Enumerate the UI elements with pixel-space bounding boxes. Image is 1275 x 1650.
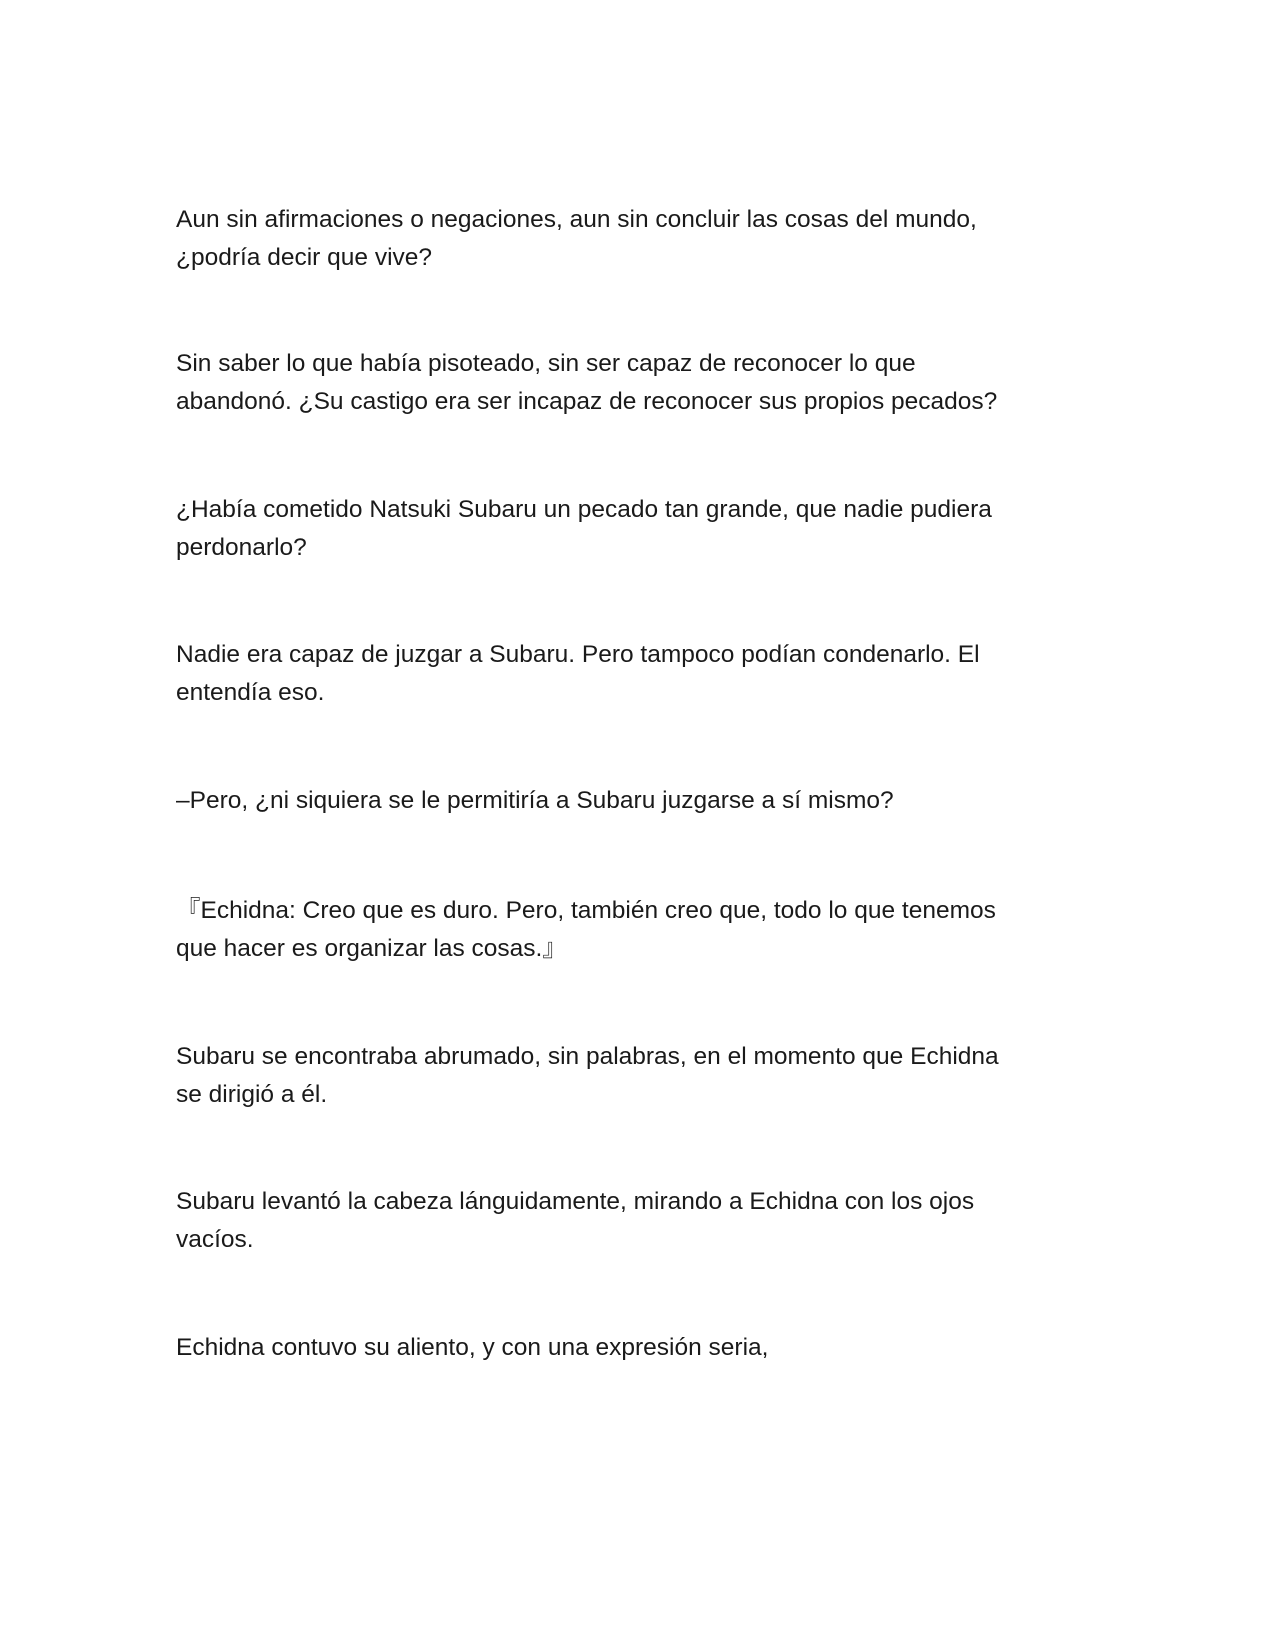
paragraph-line: Aun sin afirmaciones o negaciones, aun sin concluir las cosas del mundo, — [176, 206, 977, 233]
paragraph-line: Subaru levantó la cabeza lánguidamente, mirando a Echidna con los ojos — [176, 1188, 975, 1215]
paragraph-line: vacíos. — [176, 1226, 254, 1253]
paragraph-line: entendía eso. — [176, 679, 325, 706]
paragraph-line: 『Echidna: Creo que es duro. Pero, también creo que, todo lo que tenemos — [176, 897, 996, 924]
paragraph — [176, 1038, 1086, 1114]
paragraph — [176, 491, 1086, 567]
paragraph-line: ¿Había cometido Natsuki Subaru un pecado tan grande, que nadie pudiera — [176, 496, 992, 523]
paragraph-line: Sin saber lo que había pisoteado, sin ser capaz de reconocer lo que — [176, 350, 916, 377]
paragraph-line: que hacer es organizar las cosas.』 — [176, 935, 567, 962]
paragraph-line: se dirigió a él. — [176, 1081, 328, 1108]
paragraph — [176, 782, 1086, 820]
paragraph-line: –Pero, ¿ni siquiera se le permitiría a Subaru juzgarse a sí mismo? — [176, 787, 894, 814]
paragraph — [176, 1183, 1086, 1259]
paragraph — [176, 1329, 1086, 1367]
paragraph — [176, 345, 1086, 421]
paragraph-line: ¿podría decir que vive? — [176, 244, 433, 271]
paragraph-line: abandonó. ¿Su castigo era ser incapaz de reconocer sus propios pecados? — [176, 388, 998, 415]
paragraph-line: Echidna contuvo su aliento, y con una expresión seria, — [176, 1334, 769, 1361]
paragraph — [176, 892, 1086, 968]
paragraph — [176, 636, 1086, 712]
paragraph-line: Nadie era capaz de juzgar a Subaru. Pero tampoco podían condenarlo. El — [176, 641, 980, 668]
paragraph — [176, 201, 1086, 277]
paragraph-line: perdonarlo? — [176, 534, 307, 561]
paragraph-line: Subaru se encontraba abrumado, sin palabras, en el momento que Echidna — [176, 1043, 999, 1070]
